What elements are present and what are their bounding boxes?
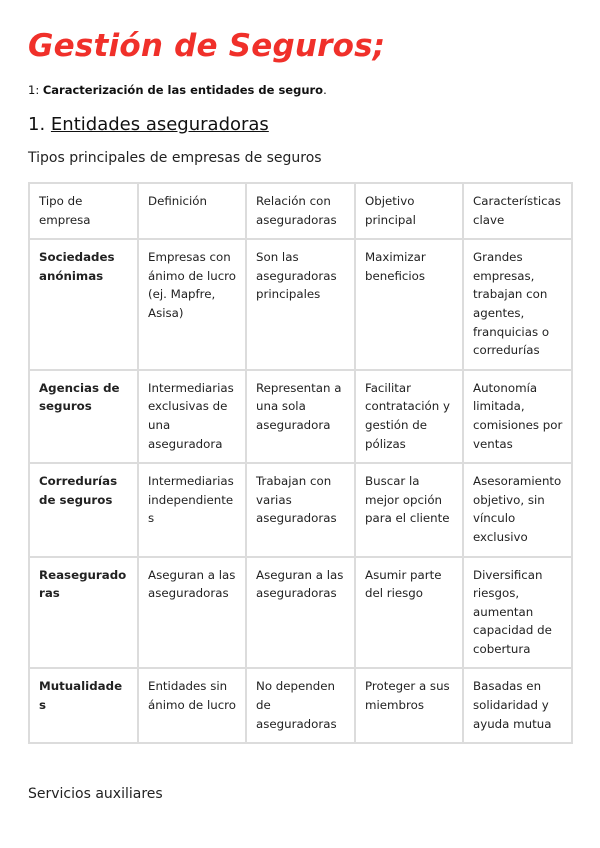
table-cell: Facilitar contratación y gestión de pólizas [355,370,463,463]
insurance-types-table [28,182,573,744]
subtitle-number: 1: [28,83,40,97]
table-row [29,463,572,556]
section-number: 1. [28,114,46,135]
table-row [29,239,572,370]
type-cell: Mutualidades [29,668,138,743]
subtitle-text: Caracterización de las entidades de seguro [42,83,324,97]
table-cell: Aseguran a las aseguradoras [138,557,246,669]
table-cell: Intermediarias independientes [138,463,246,556]
header-cell: Objetivo principal [355,183,463,239]
table-cell: Proteger a sus miembros [355,668,463,743]
table-cell: Asumir parte del riesgo [355,557,463,669]
table-cell: Diversifican riesgos, aumentan capacidad de cobertura [463,557,572,669]
section-title: Entidades aseguradoras [50,114,269,135]
auxiliary-services-heading: Servicios auxiliares [28,786,163,802]
table-caption: Tipos principales de empresas de seguros [28,150,322,166]
table-cell: Representan a una sola aseguradora [246,370,355,463]
header-cell: Relación con aseguradoras [246,183,355,239]
table-cell: Asesoramiento objetivo, sin vínculo exclusivo [463,463,572,556]
type-cell: Corredurías de seguros [29,463,138,556]
table-cell: Buscar la mejor opción para el cliente [355,463,463,556]
table-cell: Intermediarias exclusivas de una aseguradora [138,370,246,463]
header-cell: Características clave [463,183,572,239]
type-cell: Reaseguradoras [29,557,138,669]
table-row [29,370,572,463]
table-cell: Entidades sin ánimo de lucro [138,668,246,743]
table-header-row [29,183,572,239]
table-cell: Empresas con ánimo de lucro (ej. Mapfre, Asisa) [138,239,246,370]
table-cell: Maximizar beneficios [355,239,463,370]
section-heading [28,114,269,135]
subtitle-end: . [323,83,327,97]
table-cell: Trabajan con varias aseguradoras [246,463,355,556]
table-cell: Grandes empresas, trabajan con agentes, franquicias o corredurías [463,239,572,370]
table-cell: No dependen de aseguradoras [246,668,355,743]
header-cell: Tipo de empresa [29,183,138,239]
table-row [29,668,572,743]
subtitle [28,83,327,97]
table-cell: Autonomía limitada, comisiones por ventas [463,370,572,463]
table-cell: Son las aseguradoras principales [246,239,355,370]
type-cell: Agencias de seguros [29,370,138,463]
table-cell: Aseguran a las aseguradoras [246,557,355,669]
page-title: Gestión de Seguros; [28,28,386,64]
type-cell: Sociedades anónimas [29,239,138,370]
table-row [29,557,572,669]
table-cell: Basadas en solidaridad y ayuda mutua [463,668,572,743]
header-cell: Definición [138,183,246,239]
